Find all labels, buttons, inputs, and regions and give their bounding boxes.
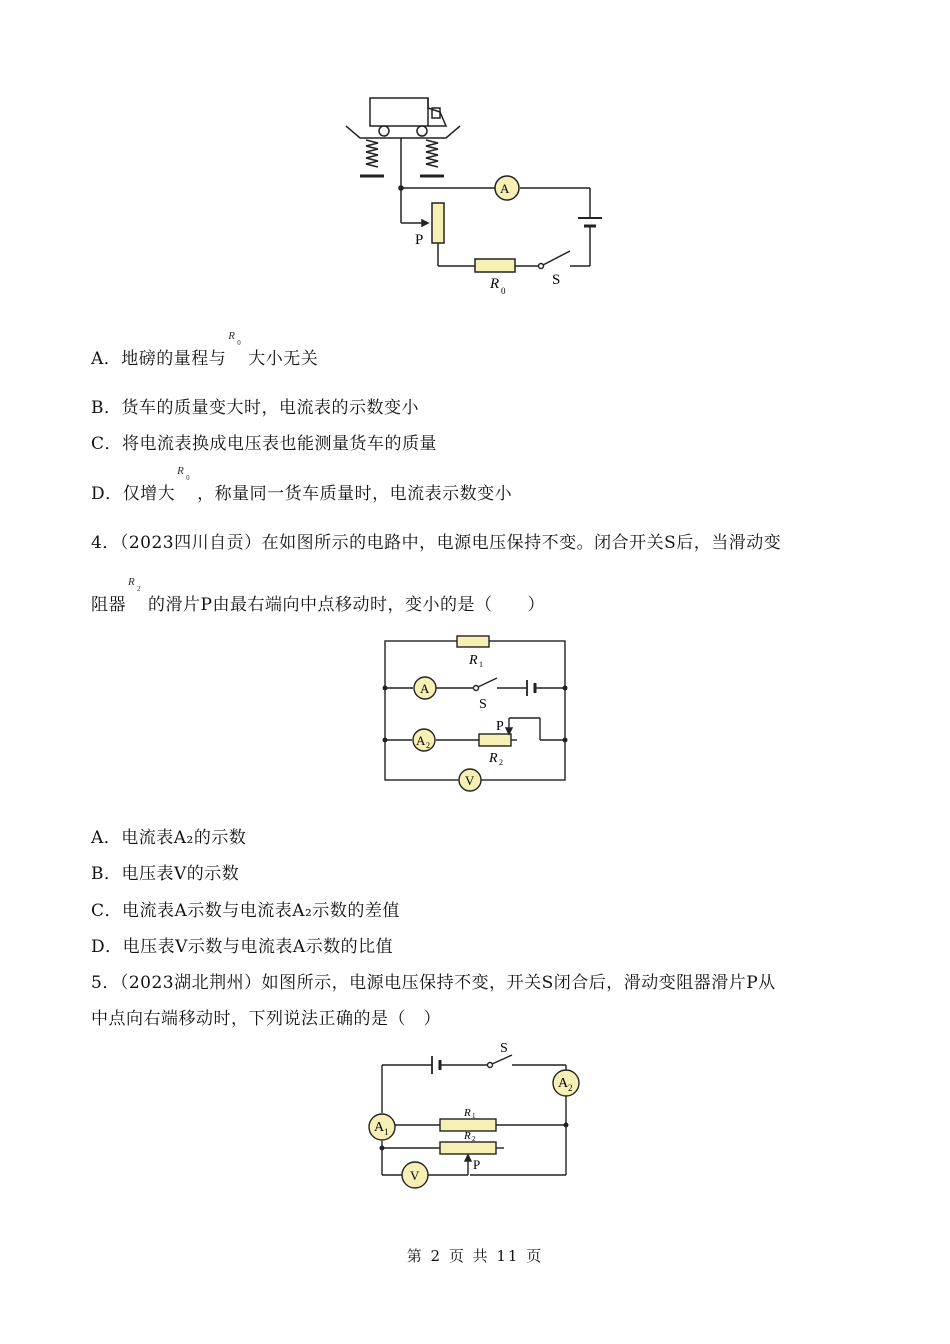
slider-label: P — [473, 1157, 481, 1172]
svg-text:1: 1 — [384, 1127, 389, 1137]
r0-symbol: R 0 — [228, 330, 242, 347]
svg-text:1: 1 — [479, 660, 483, 669]
q5-stem-line1: 5．（2023湖北荆州）如图所示，电源电压保持不变，开关S闭合后，滑动变阻器滑片P从 — [91, 973, 776, 993]
q4-option-d: D．电压表V示数与电流表A示数的比值 — [91, 937, 394, 957]
ammeter-a2-label: A — [558, 1076, 569, 1091]
q4-option-a: A．电流表A₂的示数 — [91, 828, 247, 848]
q3-option-a: A．地磅的量程与 R 0 大小无关 — [91, 330, 319, 369]
svg-text:1: 1 — [472, 1112, 476, 1120]
slider-label: P — [415, 232, 424, 248]
svg-text:2: 2 — [499, 758, 503, 767]
q4-stem-line1: 4．（2023四川自贡）在如图所示的电路中，电源电压保持不变。闭合开关S后，当滑动变 — [91, 533, 782, 553]
ammeter-a2-label: A — [416, 733, 426, 748]
r2-label: R — [464, 1130, 471, 1142]
svg-text:2: 2 — [472, 1135, 476, 1143]
r2-label: R — [489, 751, 498, 766]
q4-option-c: C．电流表A示数与电流表A₂示数的差值 — [91, 901, 400, 921]
q4-circuit-diagram — [375, 630, 580, 795]
svg-text:2: 2 — [426, 741, 430, 750]
voltmeter-label: V — [465, 773, 475, 788]
r2-symbol: R 2 — [128, 576, 141, 593]
ammeter-a1-label: A — [374, 1120, 385, 1135]
page-footer: 第 2 页 共 11 页 — [406, 1247, 544, 1265]
slider-label: P — [496, 719, 504, 734]
q3-option-b: B．货车的质量变大时，电流表的示数变小 — [91, 398, 419, 418]
switch-label: S — [500, 1041, 508, 1056]
switch-label: S — [552, 272, 561, 288]
voltmeter-label: V — [410, 1168, 420, 1183]
r0-symbol: R 0 — [177, 465, 191, 482]
r1-label: R — [469, 653, 478, 668]
ammeter-a-label: A — [420, 681, 430, 696]
q4-option-b: B．电压表V的示数 — [91, 864, 240, 884]
q3-option-c: C．将电流表换成电压表也能测量货车的质量 — [91, 434, 438, 454]
q3-option-d: D．仅增大 R 0 ，称量同一货车质量时，电流表示数变小 — [91, 465, 513, 504]
switch-label: S — [479, 697, 487, 712]
q5-circuit-diagram — [360, 1035, 590, 1195]
ammeter-label: A — [500, 181, 510, 196]
resistor-label: R — [490, 276, 500, 292]
svg-text:2: 2 — [568, 1083, 573, 1093]
q5-stem-line2: 中点向右端移动时，下列说法正确的是（ ） — [91, 1009, 441, 1029]
truck-scale-circuit-diagram — [340, 90, 620, 305]
q4-stem-line2: 阻器 R 2 的滑片P由最右端向中点移动时，变小的是（ ） — [91, 576, 545, 615]
resistor-subscript: 0 — [501, 286, 506, 296]
r1-label: R — [464, 1107, 471, 1119]
